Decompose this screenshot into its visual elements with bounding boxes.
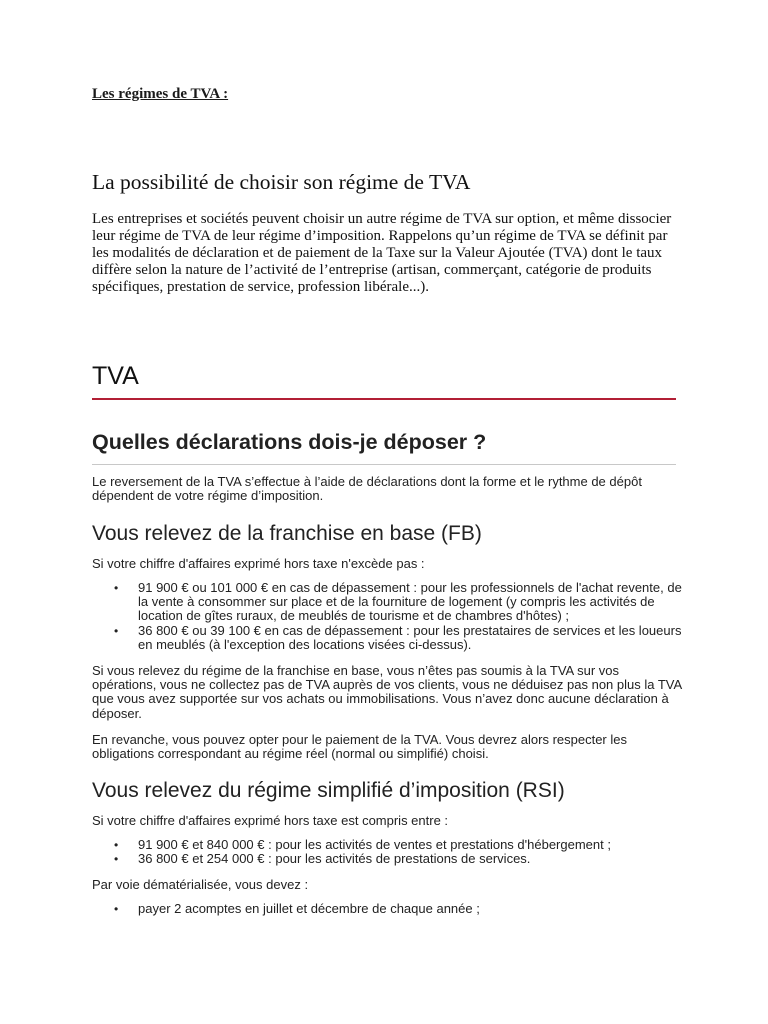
list-item: • 91 900 € ou 101 000 € en cas de dépassement : pour les professionnels de l'achat revente, de la vente à consommer sur place et de la fourniture de logement (y compris les activités de location de gîtes ruraux, de meublés de tourisme et de chambres d'hôtes) ; bbox=[92, 581, 684, 624]
tva-divider bbox=[92, 398, 676, 400]
list-item: • 36 800 € ou 39 100 € en cas de dépassement : pour les prestataires de services et les loueurs en meublés (à l'exception des locations visées ci-dessus). bbox=[92, 624, 684, 652]
declarations-divider bbox=[92, 464, 676, 465]
franchise-title: Vous relevez de la franchise en base (FB) bbox=[92, 522, 482, 545]
intro-paragraph: Les entreprises et sociétés peuvent choisir un autre régime de TVA sur option, et même dissocier leur régime de TVA de leur régime d’imposition. Rappelons qu’un régime de TVA se définit par les modalités de déclaration et de paiement de la Taxe sur la Valeur Ajoutée (TVA) dont le taux diffère selon la nature de l’activité de l’entreprise (artisan, commerçant, catégorie de produits spécifiques, prestation de service, profession libérale...). bbox=[92, 211, 672, 295]
franchise-list bbox=[92, 581, 684, 652]
document-heading: Les régimes de TVA : bbox=[92, 86, 229, 102]
declarations-title: Quelles déclarations dois-je déposer ? bbox=[92, 430, 487, 454]
rsi-obligations-list bbox=[92, 902, 684, 916]
list-item: • 36 800 € et 254 000 € : pour les activités de prestations de services. bbox=[92, 852, 684, 866]
list-item: • 91 900 € et 840 000 € : pour les activités de ventes et prestations d'hébergement ; bbox=[92, 838, 684, 852]
rsi-paragraph: Par voie dématérialisée, vous devez : bbox=[92, 877, 309, 892]
rsi-lead: Si votre chiffre d'affaires exprimé hors taxe est compris entre : bbox=[92, 813, 449, 828]
declarations-intro: Le reversement de la TVA s’effectue à l’aide de déclarations dont la forme et le rythme de dépôt dépendent de votre régime d’imposition. bbox=[92, 474, 642, 504]
rsi-title: Vous relevez du régime simplifié d’imposition (RSI) bbox=[92, 779, 565, 802]
list-item: • payer 2 acomptes en juillet et décembre de chaque année ; bbox=[92, 902, 684, 916]
rsi-list bbox=[92, 838, 684, 866]
franchise-lead: Si votre chiffre d'affaires exprimé hors taxe n'excède pas : bbox=[92, 556, 425, 571]
section-title: La possibilité de choisir son régime de TVA bbox=[92, 170, 471, 194]
tva-title: TVA bbox=[92, 362, 139, 390]
franchise-option-paragraph: En revanche, vous pouvez opter pour le paiement de la TVA. Vous devrez alors respecter les obligations correspondant au régime réel (normal ou simplifié) choisi. bbox=[92, 732, 627, 762]
franchise-paragraph: Si vous relevez du régime de la franchise en base, vous n’êtes pas soumis à la TVA sur vos opérations, vous ne collectez pas de TVA auprès de vos clients, vous ne déduisez pas non plus la TVA que vous avez supportée sur vos achats ou immobilisations. Vous n’avez donc aucune déclaration à déposer. bbox=[92, 663, 682, 721]
